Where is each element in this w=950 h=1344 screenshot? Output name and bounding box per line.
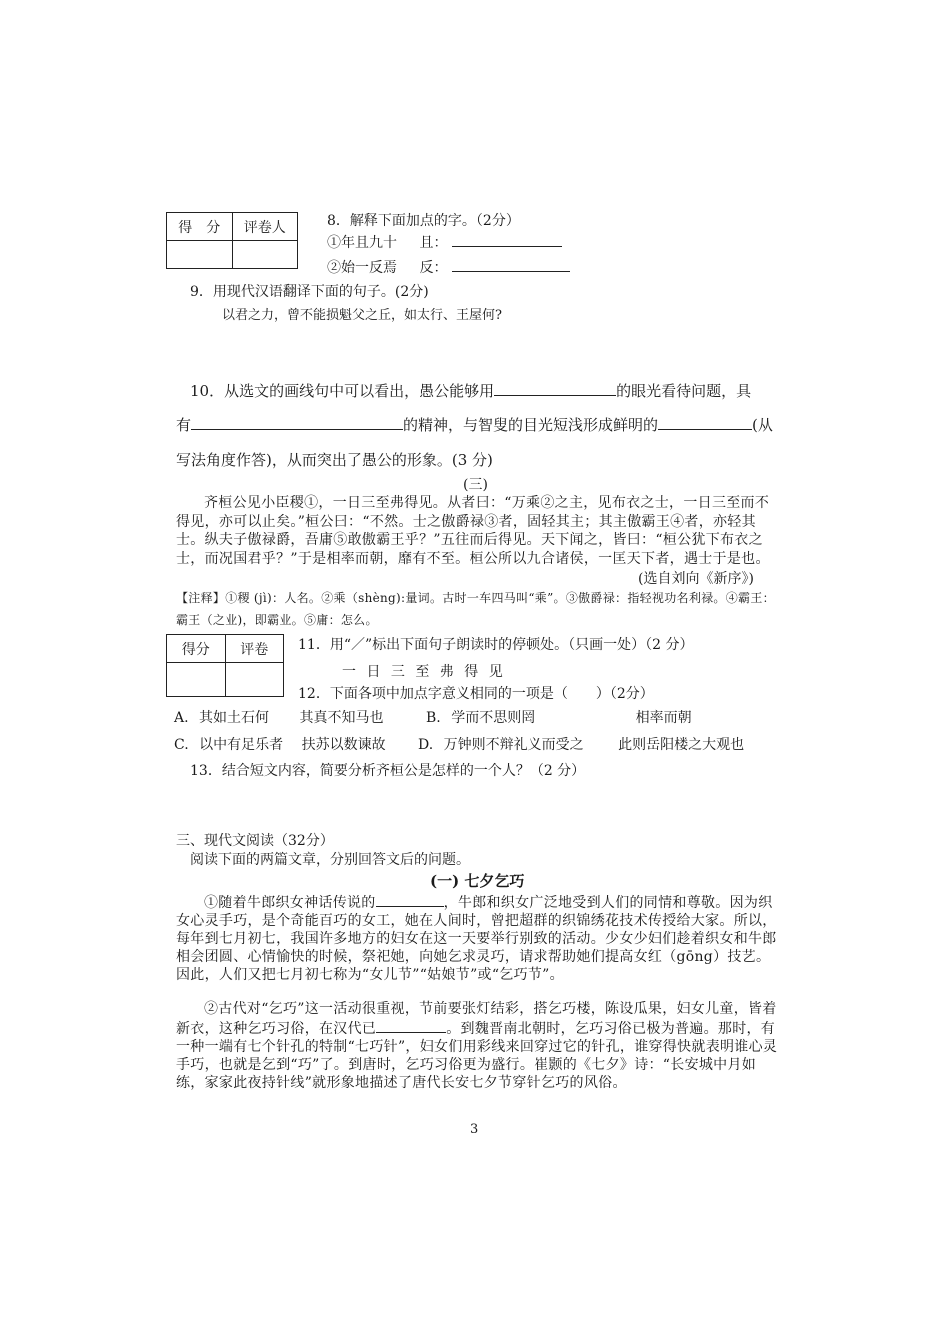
grader-cell[interactable]: [225, 663, 284, 697]
option-C-phrase-1: 以中有足乐者: [199, 737, 284, 753]
grader-cell[interactable]: [232, 241, 298, 269]
option-D-label: D.: [418, 737, 434, 753]
q9-sentence: 以君之力，曾不能损魁父之丘，如太行、王屋何?: [222, 308, 502, 323]
q10-line3: 写法角度作答)，从而突出了愚公的形象。(3 分): [176, 451, 493, 469]
modern-reading-heading: 三、现代文阅读（32分）: [176, 833, 334, 849]
section-3-source: (选自刘向《新序》): [638, 571, 754, 587]
q10-line1: [190, 380, 751, 401]
article-title: (一) 七夕乞巧: [430, 872, 525, 890]
q12-option-D[interactable]: [418, 734, 744, 754]
option-B-phrase-1: 学而不思则罔: [451, 710, 536, 726]
q10-blank-2[interactable]: [191, 415, 403, 430]
q8-item1-char: 且：: [419, 235, 448, 251]
q8-item2-char: 反：: [419, 260, 448, 276]
option-C-label: C.: [174, 737, 189, 753]
score-cell[interactable]: [167, 663, 226, 697]
option-D-phrase-1: 万钟则不辩礼义而受之: [443, 737, 584, 753]
q10-line2-text-b: 的精神，与智叟的目光短浅形成鲜明的: [403, 416, 659, 434]
q10-line1-text-b: 的眼光看待问题，具: [616, 382, 752, 400]
p2-blank[interactable]: [376, 1018, 446, 1033]
q10-line2-text-a: 有: [176, 416, 192, 434]
option-A-phrase-2: 其真不知马也: [299, 710, 384, 726]
q9-stem: 9．用现代汉语翻译下面的句子。(2分): [190, 284, 429, 300]
article-paragraph-2: [176, 1000, 778, 1092]
q8-item2-phrase: ②始一反焉: [327, 260, 397, 276]
p1-text-b: ，牛郎和织女广泛地受到人们的同情和尊敬。因为织女心灵手巧，是个奇能百巧的女工，她在人间时，曾把超群的织锦绣花技术传授给大家。所以，每年到七月初七，我国许多地方的妇女在这一天要举行别致的活动。少女少妇们趁着织女和牛郎相会团圆、心情愉快的时候，祭祀她，向她乞求灵巧，请求帮助她们提高女红（gōng）技艺。因此，人们又把七月初七称为“女儿节”“姑娘节”或“乞巧节”。: [176, 895, 777, 983]
p2-text-b: 。到魏晋南北朝时，乞巧习俗已极为普遍。那时，有一种一端有七个针孔的特制“七巧针”，妇女们用彩线来回穿过它的针孔，谁穿得快就表明谁心灵手巧，也就是乞到“巧”了。到唐时，乞巧习俗更为盛行。崔颢的《七夕》诗：“长安城中月如练，家家此夜持针线”就形象地描述了唐代长安七夕节穿针乞巧的风俗。: [176, 1021, 778, 1091]
q12-stem: 12．下面各项中加点字意义相同的一项是（ ）（2分）: [298, 686, 654, 702]
option-B-label: B.: [426, 710, 441, 726]
article-paragraph-1: [176, 892, 778, 984]
page-number: 3: [470, 1122, 479, 1137]
q11-sentence: 一 日 三 至 弗 得 见: [342, 664, 506, 680]
modern-reading-intro: 阅读下面的两篇文章，分别回答文后的问题。: [190, 852, 470, 868]
score-label: 得分: [167, 635, 226, 663]
q11-stem: 11．用“／”标出下面句子朗读时的停顿处。（只画一处）（2 分）: [298, 637, 694, 653]
q13-stem: 13．结合短文内容，简要分析齐桓公是怎样的一个人？（2 分）: [190, 763, 586, 779]
q8-item1: [327, 232, 562, 252]
p1-text-a: ①随着牛郎织女神话传说的: [204, 895, 376, 911]
option-A-phrase-1: 其如土石何: [199, 710, 270, 726]
section-3-heading: (三): [463, 477, 488, 493]
option-C-phrase-2: 扶苏以数谏故: [301, 737, 386, 753]
q10-line2: [176, 414, 773, 435]
q12-option-C[interactable]: [174, 734, 386, 754]
q8-item2-answer-blank[interactable]: [452, 257, 570, 272]
score-label: 得 分: [167, 213, 233, 241]
section-3-passage-text: 齐桓公见小臣稷①，一日三至弗得见。从者曰：“万乘②之主，见布衣之士，一日三至而不得见，亦可以止矣。”桓公曰：“不然。士之傲爵禄③者，固轻其主；其主傲霸王④者，亦轻其士。纵夫子傲禄爵，吾庸⑤敢傲霸王乎？”五往而后得见。天下闻之，皆曰：“桓公犹下布衣之士，而况国君乎？”于是相率而朝，靡有不至。桓公所以九合诸侯，一匡天下者，遇士于是也。: [176, 495, 770, 567]
grader-label: 评卷人: [232, 213, 298, 241]
score-cell[interactable]: [167, 241, 233, 269]
option-B-phrase-2: 相率而朝: [635, 710, 692, 726]
grader-label: 评卷: [225, 635, 284, 663]
q8-item1-phrase: ①年且九十: [327, 235, 397, 251]
option-D-phrase-2: 此则岳阳楼之大观也: [618, 737, 745, 753]
q8-item2: [327, 257, 570, 277]
option-A-label: A.: [174, 710, 189, 726]
q8-stem: 8．解释下面加点的字。（2分）: [327, 213, 520, 229]
section-3-passage: [176, 494, 778, 568]
q8-item1-answer-blank[interactable]: [452, 232, 562, 247]
section-3-note: 【注释】①稷 (jì)：人名。②乘（shèng):量词。古时一车四马叫“乘”。③傲爵禄：指轻视功名利禄。④霸王：霸王（之业)，即霸业。⑤庸：怎么。: [176, 591, 775, 627]
score-box-1: [166, 212, 298, 269]
score-box-2: [166, 634, 284, 697]
q10-blank-1[interactable]: [494, 381, 616, 396]
p2-text-a: ②古代对“乞巧”这一活动很重视，节前要张灯结彩，搭乞巧楼，陈设瓜果，妇女儿童，皆着新衣，这种乞巧习俗，在汉代已: [176, 1001, 777, 1037]
q12-option-B[interactable]: [426, 707, 692, 727]
q12-option-A[interactable]: [174, 707, 383, 727]
q10-line1-text-a: 10．从选文的画线句中可以看出，愚公能够用: [190, 382, 495, 400]
p1-blank[interactable]: [376, 892, 444, 907]
q10-line2-text-c: (从: [752, 416, 773, 434]
q10-blank-3[interactable]: [658, 415, 752, 430]
